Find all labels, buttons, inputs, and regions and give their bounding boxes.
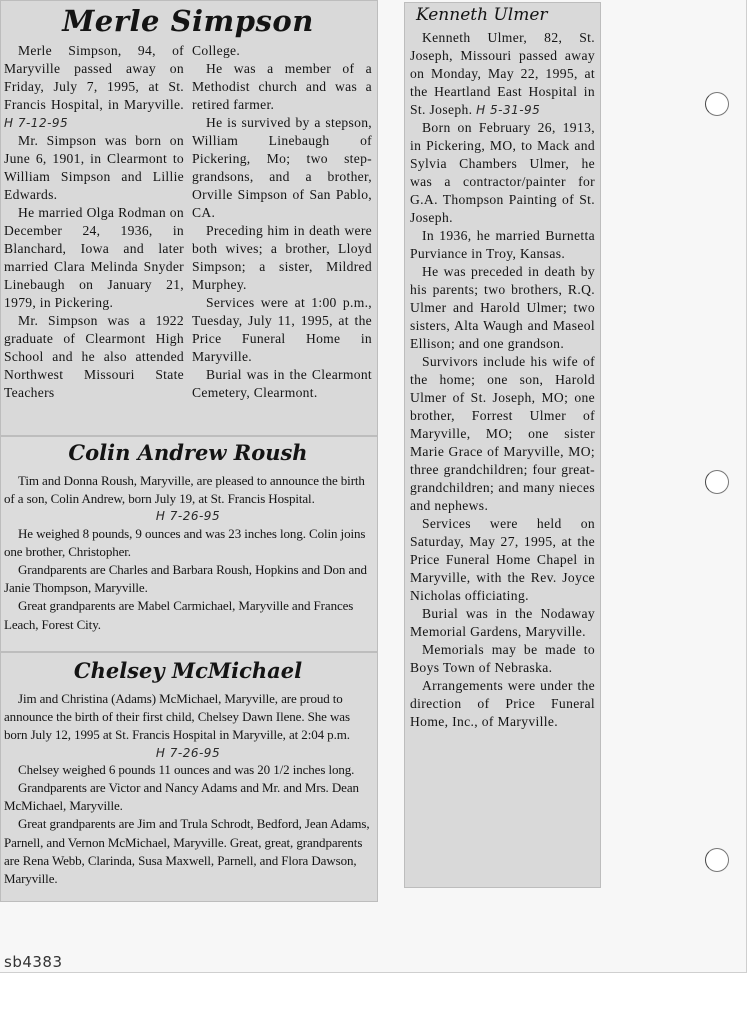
paragraph xyxy=(410,29,595,119)
paragraph: He was a member of a Methodist church and was a retired farmer. xyxy=(192,61,372,112)
handwritten-date-note: H 7-12-95 xyxy=(4,116,69,130)
binder-hole xyxy=(705,92,729,116)
paragraph: He weighed 8 pounds, 9 ounces and was 23 inches long. Colin joins one brother, Christopher. xyxy=(4,525,366,559)
paragraph-text: Kenneth Ulmer, 82, St. Joseph, Missouri passed away on Monday, May 22, 1995, at the Heartland East Hospital in St. Joseph. xyxy=(410,30,595,117)
paragraph: Services were at 1:00 p.m., Tuesday, July 11, 1995, at the Price Funeral Home in Maryville. xyxy=(192,295,372,364)
headline-colin-andrew-roush: Colin Andrew Roush xyxy=(68,440,308,465)
paragraph: Grandparents are Charles and Barbara Roush, Hopkins and Don and Janie Thompson, Maryville. xyxy=(4,562,367,596)
handwritten-date-note: H 7-26-95 xyxy=(155,509,221,524)
paragraph: He was preceded in death by his parents; two brothers, R.Q. Ulmer and Harold Ulmer; two sisters, Alta Waugh and Maseol Ellison; and one grandson. xyxy=(410,264,595,351)
paragraph: He is survived by a stepson, William Linebaugh of Pickering, Mo; two step-grandsons, and a brother, Orville Simpson of San Pablo, CA. xyxy=(192,115,372,220)
paragraph: Services were held on Saturday, May 27, 1995, at the Price Funeral Home Chapel in Maryville, with the Rev. Joyce Nicholas officiating. xyxy=(410,516,595,603)
paragraph: In 1936, he married Burnetta Purviance in Troy, Kansas. xyxy=(410,228,595,261)
birth-announcement-body xyxy=(4,472,372,634)
paragraph: Mr. Simpson was born on June 6, 1901, in Clearmont to William Simpson and Lillie Edwards. xyxy=(4,133,184,202)
paragraph: Survivors include his wife of the home; one son, Harold Ulmer of St. Joseph, MO; one brother, Forrest Ulmer of Maryville, MO; one sister Marie Grace of Maryville, MO; three grandchildren; four great-grandchildren; and many nieces and nephews. xyxy=(410,354,595,513)
clipping-kenneth-ulmer xyxy=(404,2,601,888)
paragraph-text: Merle Simpson, 94, of Maryville passed away on Friday, July 7, 1995, at St. Francis Hospital, in Maryville. xyxy=(4,43,184,112)
paragraph: Jim and Christina (Adams) McMichael, Maryville, are proud to announce the birth of their first child, Chelsey Dawn Ilene. She was born July 12, 1995 at St. Francis Hospital in Maryville, at 2:04 p.m. xyxy=(4,691,350,743)
paragraph: Chelsey weighed 6 pounds 11 ounces and was 20 1/2 inches long. xyxy=(18,761,355,777)
binder-hole xyxy=(705,470,729,494)
birth-announcement-body xyxy=(4,690,372,888)
obituary-body xyxy=(410,29,595,731)
paragraph: Born on February 26, 1913, in Pickering, MO, to Mack and Sylvia Chambers Ulmer, he was a contractor/painter for G.A. Thompson Painting of St. Joseph. xyxy=(410,120,595,225)
handwritten-date-note: H 5-31-95 xyxy=(476,103,541,117)
headline-chelsey-mcmichael: Chelsey McMichael xyxy=(73,658,303,683)
obituary-column-right xyxy=(192,42,372,402)
paragraph: Tim and Donna Roush, Maryville, are pleased to announce the birth of a son, Colin Andrew, born July 19, at St. Francis Hospital. xyxy=(4,473,365,507)
paragraph xyxy=(4,42,184,132)
clipping-merle-simpson xyxy=(0,0,378,436)
paragraph: He married Olga Rodman on December 24, 1936, in Blanchard, Iowa and later married Clara Melinda Snyder Linebaugh on January 21, 1979, in Pickering. xyxy=(4,205,184,310)
headline-kenneth-ulmer: Kenneth Ulmer xyxy=(416,5,548,25)
paragraph: College. xyxy=(192,43,241,58)
paragraph: Great grandparents are Jim and Trula Schrodt, Bedford, Jean Adams, Parnell, and Vernon McMichael, Maryville. Great, great, grandparents are Rena Webb, Clarinda, Susa Maxwell, Parnell, and Flora Dawson, Maryville. xyxy=(4,816,370,887)
paragraph: Grandparents are Victor and Nancy Adams and Mr. and Mrs. Dean McMichael, Maryville. xyxy=(4,780,359,814)
handwritten-date-note: H 7-26-95 xyxy=(155,745,221,760)
paragraph: Burial was in the Clearmont Cemetery, Clearmont. xyxy=(192,367,372,400)
paragraph: Arrangements were under the direction of Price Funeral Home, Inc., of Maryville. xyxy=(410,678,595,729)
document-id-label: sb4383 xyxy=(4,953,63,971)
paragraph: Mr. Simpson was a 1922 graduate of Clearmont High School and he also attended Northwest Missouri State Teachers xyxy=(4,313,184,400)
binder-hole xyxy=(705,848,729,872)
paragraph: Preceding him in death were both wives; a brother, Lloyd Simpson; a sister, Mildred Murphey. xyxy=(192,223,372,292)
headline-merle-simpson: Merle Simpson xyxy=(62,4,314,38)
clipping-chelsey-mcmichael xyxy=(0,652,378,902)
paragraph: Memorials may be made to Boys Town of Nebraska. xyxy=(410,642,595,675)
obituary-columns xyxy=(4,42,372,402)
paragraph: Great grandparents are Mabel Carmichael, Maryville and Frances Leach, Forest City. xyxy=(4,598,354,632)
obituary-column-left xyxy=(4,42,184,402)
clipping-colin-andrew-roush xyxy=(0,436,378,652)
paragraph: Burial was in the Nodaway Memorial Gardens, Maryville. xyxy=(410,606,595,639)
